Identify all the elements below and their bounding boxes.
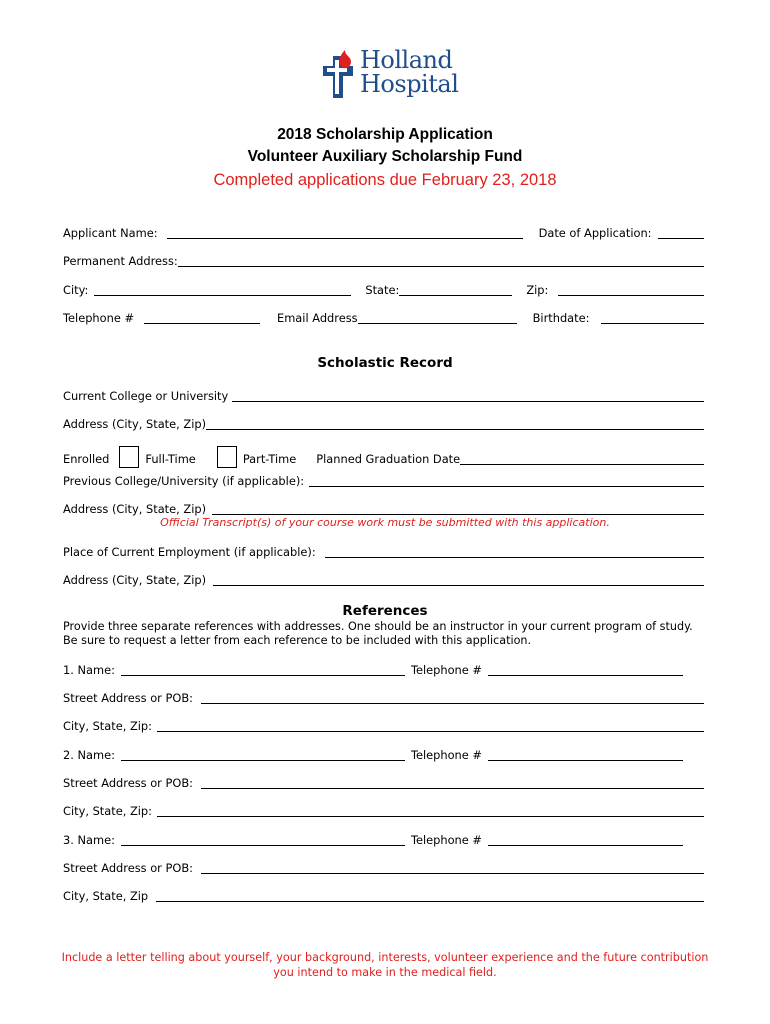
employment-address-field[interactable] (213, 574, 704, 586)
ref1-street-field[interactable] (201, 692, 704, 704)
page-title: 2018 Scholarship Application (277, 126, 493, 143)
telephone-field[interactable] (144, 312, 260, 324)
college-address-field[interactable] (206, 418, 704, 430)
logo-wordmark (360, 48, 458, 96)
email-label: Email Address (277, 311, 358, 325)
ref2-city-field[interactable] (157, 805, 704, 817)
ref3-street-label: Street Address or POB: (63, 861, 193, 875)
ref2-street-row (63, 776, 704, 790)
cross-flame-icon (313, 44, 361, 108)
city-state-zip-row (63, 283, 704, 297)
ref1-phone-field[interactable] (488, 664, 683, 676)
zip-label: Zip: (526, 283, 549, 297)
college-address-label: Address (City, State, Zip) (63, 417, 207, 431)
ref2-street-label: Street Address or POB: (63, 776, 193, 790)
references-heading: References (342, 603, 428, 619)
logo-line-1: Holland (360, 46, 453, 74)
ref1-name-row (63, 663, 704, 677)
parttime-label: Part-Time (242, 452, 297, 466)
previous-college-label: Previous College/University (if applicable): (63, 474, 305, 488)
letter-instructions: Include a letter telling about yourself, your background, interests, volunteer experience and the future contribution you intend to make in the medical field. (61, 951, 709, 979)
ref1-city-field[interactable] (157, 720, 704, 732)
ref3-name-label: 3. Name: (63, 833, 115, 847)
ref3-name-field[interactable] (121, 834, 405, 846)
zip-field[interactable] (558, 284, 704, 296)
telephone-label: Telephone # (63, 311, 135, 325)
employment-address-label: Address (City, State, Zip) (63, 573, 207, 587)
employment-label: Place of Current Employment (if applicable): (63, 545, 316, 559)
current-college-field[interactable] (232, 390, 704, 402)
permanent-address-field[interactable] (178, 255, 704, 267)
references-intro: Provide three separate references with addresses. One should be an instructor in your current program of study. Be sure to request a letter from each reference to be included with this application. (63, 620, 693, 647)
enrolled-label: Enrolled (63, 452, 110, 466)
previous-address-row (63, 502, 704, 516)
graduation-date-label: Planned Graduation Date (316, 452, 461, 466)
city-field[interactable] (94, 284, 351, 296)
ref2-phone-label: Telephone # (410, 748, 482, 762)
ref3-city-field[interactable] (156, 890, 704, 902)
birthdate-field[interactable] (601, 312, 704, 324)
page-subtitle: Volunteer Auxiliary Scholarship Fund (247, 148, 523, 165)
state-field[interactable] (399, 284, 512, 296)
applicant-name-field[interactable] (167, 227, 523, 239)
ref1-name-label: 1. Name: (63, 663, 115, 677)
applicant-name-label: Applicant Name: (63, 226, 158, 240)
city-label: City: (63, 283, 89, 297)
scholastic-record-heading: Scholastic Record (317, 355, 453, 371)
ref1-name-field[interactable] (121, 664, 405, 676)
ref2-city-label: City, State, Zip: (63, 804, 152, 818)
ref3-phone-label: Telephone # (410, 833, 482, 847)
ref2-name-label: 2. Name: (63, 748, 115, 762)
college-address-row (63, 417, 704, 431)
holland-hospital-logo (313, 44, 463, 108)
ref2-city-row (63, 804, 704, 818)
permanent-address-row (63, 254, 704, 268)
ref1-city-label: City, State, Zip: (63, 719, 152, 733)
previous-address-label: Address (City, State, Zip) (63, 502, 207, 516)
date-of-application-field[interactable] (658, 227, 704, 239)
applicant-name-row (63, 226, 704, 240)
ref3-street-row (63, 861, 704, 875)
ref3-city-label: City, State, Zip (63, 889, 149, 903)
ref3-street-field[interactable] (201, 862, 704, 874)
ref2-name-row (63, 748, 704, 762)
ref2-street-field[interactable] (201, 777, 704, 789)
ref1-street-label: Street Address or POB: (63, 691, 193, 705)
fulltime-label: Full-Time (145, 452, 196, 466)
state-label: State: (365, 283, 400, 297)
date-of-application-label: Date of Application: (538, 226, 652, 240)
enrollment-row (63, 446, 704, 466)
fulltime-checkbox[interactable] (119, 446, 139, 468)
current-college-row (63, 389, 704, 403)
ref2-name-field[interactable] (121, 749, 405, 761)
transcript-note: Official Transcript(s) of your course work must be submitted with this application. (160, 516, 610, 529)
contact-row (63, 311, 704, 325)
due-date-notice: Completed applications due February 23, 2018 (213, 171, 557, 189)
previous-college-row (63, 474, 704, 488)
permanent-address-label: Permanent Address: (63, 254, 178, 268)
employment-row (63, 545, 704, 559)
ref3-phone-field[interactable] (488, 834, 683, 846)
birthdate-label: Birthdate: (532, 311, 590, 325)
ref1-phone-label: Telephone # (410, 663, 482, 677)
logo-line-2: Hospital (360, 70, 459, 98)
parttime-checkbox[interactable] (217, 446, 237, 468)
previous-college-field[interactable] (309, 475, 704, 487)
email-field[interactable] (358, 312, 517, 324)
graduation-date-field[interactable] (460, 453, 704, 465)
employment-address-row (63, 573, 704, 587)
ref3-name-row (63, 833, 704, 847)
title-block (0, 124, 770, 192)
ref1-city-row (63, 719, 704, 733)
ref3-city-row (63, 889, 704, 903)
ref1-street-row (63, 691, 704, 705)
ref2-phone-field[interactable] (488, 749, 683, 761)
current-college-label: Current College or University (63, 389, 229, 403)
previous-address-field[interactable] (212, 503, 704, 515)
employment-field[interactable] (325, 546, 704, 558)
